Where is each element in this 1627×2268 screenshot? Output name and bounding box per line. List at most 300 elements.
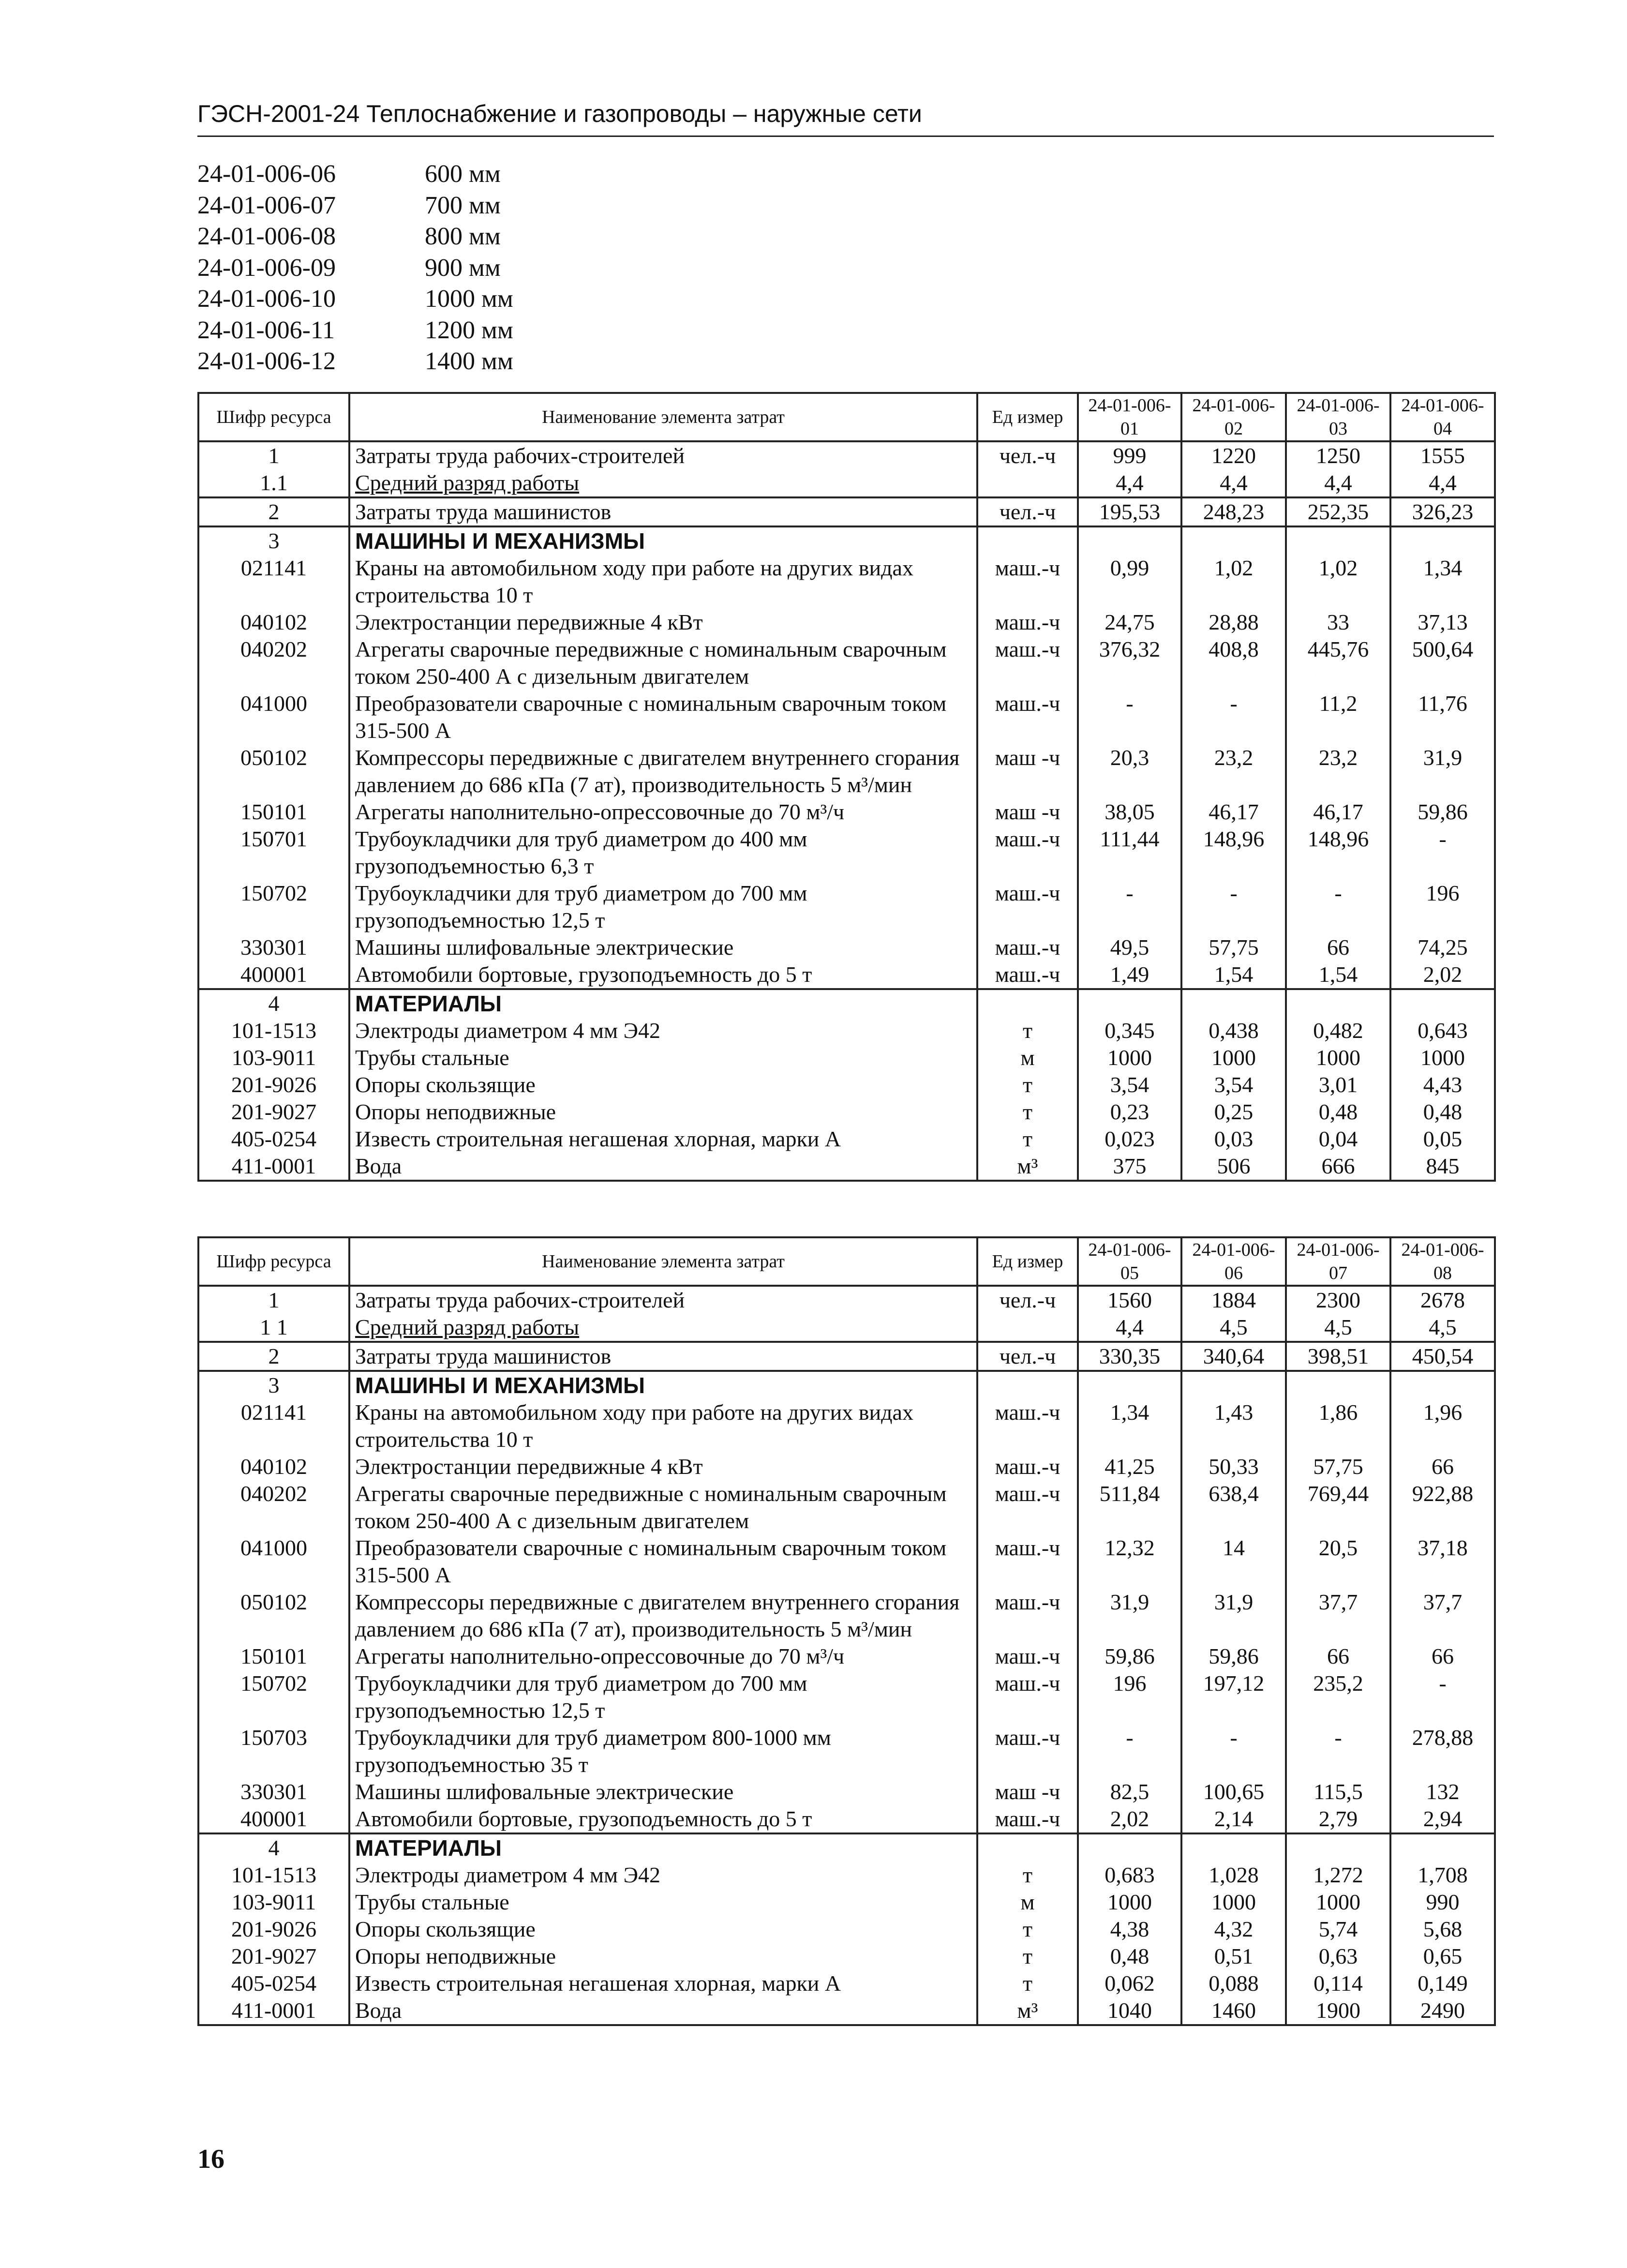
resource-name: Преобразователи сварочные с номинальным сварочным током 315-500 А: [349, 690, 977, 744]
table-row: [198, 1399, 1495, 1453]
resource-unit: т: [977, 1098, 1078, 1126]
resource-name: Компрессоры передвижные с двигателем внутреннего сгорания давлением до 686 кПа (7 ат), производительность 5 м³/мин: [349, 744, 977, 798]
resource-value: 1,86: [1286, 1399, 1390, 1453]
resource-unit: м³: [977, 1153, 1078, 1181]
resource-value: 2678: [1390, 1286, 1495, 1314]
col-header-norm: 24-01-006-05: [1078, 1237, 1181, 1286]
resource-value: [1390, 1833, 1495, 1862]
resource-value: 23,2: [1286, 744, 1390, 798]
size: 1000 мм: [425, 285, 513, 313]
resource-code: 040102: [198, 1453, 349, 1480]
resource-code: 150101: [198, 1643, 349, 1670]
resource-value: 3,01: [1286, 1071, 1390, 1098]
resource-value: -: [1078, 880, 1181, 934]
resource-value: 0,04: [1286, 1126, 1390, 1153]
resource-value: 2,02: [1078, 1805, 1181, 1833]
resource-value: 57,75: [1181, 934, 1286, 961]
table-row: [198, 555, 1495, 609]
resource-name: Опоры неподвижные: [349, 1943, 977, 1970]
resource-value: 66: [1390, 1453, 1495, 1480]
resource-value: 5,74: [1286, 1916, 1390, 1943]
resource-value: 0,23: [1078, 1098, 1181, 1126]
resource-value: 66: [1286, 934, 1390, 961]
resource-unit: маш.-ч: [977, 609, 1078, 636]
resource-unit: маш.-ч: [977, 1534, 1078, 1589]
resource-value: 0,062: [1078, 1970, 1181, 1997]
resource-name: Опоры скользящие: [349, 1071, 977, 1098]
resource-value: 1,34: [1078, 1399, 1181, 1453]
resource-name: Вода: [349, 1997, 977, 2025]
resource-value: -: [1181, 690, 1286, 744]
resource-value: 59,86: [1390, 798, 1495, 826]
resource-code: 4: [198, 1833, 349, 1862]
table-row: [198, 1071, 1495, 1098]
resource-unit: маш.-ч: [977, 934, 1078, 961]
resource-value: [1181, 1833, 1286, 1862]
resource-value: 1,028: [1181, 1862, 1286, 1889]
page-number: 16: [197, 2144, 224, 2174]
resource-unit: маш.-ч: [977, 1399, 1078, 1453]
resource-value: 4,4: [1078, 1314, 1181, 1342]
resource-value: 1,54: [1286, 961, 1390, 989]
resource-value: 2,14: [1181, 1805, 1286, 1833]
resource-unit: т: [977, 1017, 1078, 1044]
resource-name: Известь строительная негашеная хлорная, марки А: [349, 1970, 977, 1997]
resource-value: 1,708: [1390, 1862, 1495, 1889]
resource-value: [1390, 989, 1495, 1017]
table-row: [198, 826, 1495, 880]
col-header-norm: 24-01-006-01: [1078, 393, 1181, 441]
resource-value: 12,32: [1078, 1534, 1181, 1589]
code: 24-01-006-11: [197, 316, 335, 344]
resource-value: [1078, 989, 1181, 1017]
table-row: [198, 934, 1495, 961]
resource-value: 235,2: [1286, 1670, 1390, 1724]
col-header-norm: 24-01-006-04: [1390, 393, 1495, 441]
resource-name: Компрессоры передвижные с двигателем внутреннего сгорания давлением до 686 кПа (7 ат), производительность 5 м³/мин: [349, 1589, 977, 1643]
resource-code: 050102: [198, 1589, 349, 1643]
resource-name: Затраты труда рабочих-строителей: [349, 1286, 977, 1314]
resource-value: 1,34: [1390, 555, 1495, 609]
resource-code: 101-1513: [198, 1862, 349, 1889]
resource-value: 4,4: [1181, 469, 1286, 497]
resource-value: 278,88: [1390, 1724, 1495, 1778]
resource-code: 1: [198, 441, 349, 469]
resource-unit: маш -ч: [977, 1778, 1078, 1805]
resource-name: Агрегаты наполнительно-опрессовочные до 70 м³/ч: [349, 798, 977, 826]
resource-unit: маш.-ч: [977, 826, 1078, 880]
resource-value: 28,88: [1181, 609, 1286, 636]
resource-value: -: [1181, 880, 1286, 934]
resource-value: 37,13: [1390, 609, 1495, 636]
resource-value: 50,33: [1181, 1453, 1286, 1480]
col-header-code: Шифр ресурса: [198, 1237, 349, 1286]
resource-value: 845: [1390, 1153, 1495, 1181]
resource-code: 330301: [198, 1778, 349, 1805]
resource-code: 101-1513: [198, 1017, 349, 1044]
table-header-row: [198, 393, 1495, 441]
resource-value: 0,149: [1390, 1970, 1495, 1997]
table-row: [198, 636, 1495, 690]
resource-unit: маш -ч: [977, 744, 1078, 798]
resource-value: 326,23: [1390, 497, 1495, 526]
table-header-row: [198, 1237, 1495, 1286]
table-row: [198, 989, 1495, 1017]
resource-name: Вода: [349, 1153, 977, 1181]
resource-value: -: [1078, 1724, 1181, 1778]
table-row: [198, 1044, 1495, 1071]
resource-code: 201-9027: [198, 1098, 349, 1126]
resource-unit: [977, 1833, 1078, 1862]
resource-value: 1,49: [1078, 961, 1181, 989]
resource-value: 196: [1078, 1670, 1181, 1724]
resource-code: 201-9027: [198, 1943, 349, 1970]
resource-value: [1390, 1371, 1495, 1399]
resource-value: -: [1390, 826, 1495, 880]
resource-name: Электроды диаметром 4 мм Э42: [349, 1017, 977, 1044]
col-header-code: Шифр ресурса: [198, 393, 349, 441]
resource-value: 23,2: [1181, 744, 1286, 798]
table-row: [198, 961, 1495, 989]
table-row: [198, 1643, 1495, 1670]
resource-value: [1181, 989, 1286, 1017]
resource-unit: [977, 469, 1078, 497]
resource-name: Трубы стальные: [349, 1044, 977, 1071]
code-list-item: [197, 253, 513, 284]
resource-value: -: [1286, 880, 1390, 934]
code-list-item: [197, 190, 513, 222]
resource-value: 1884: [1181, 1286, 1286, 1314]
resource-name: Краны на автомобильном ходу при работе на других видах строительства 10 т: [349, 555, 977, 609]
resource-value: 0,643: [1390, 1017, 1495, 1044]
resource-value: 4,5: [1181, 1314, 1286, 1342]
resource-value: 1555: [1390, 441, 1495, 469]
resource-value: -: [1390, 1670, 1495, 1724]
code: 24-01-006-08: [197, 223, 336, 250]
resource-value: 37,18: [1390, 1534, 1495, 1589]
resource-value: 59,86: [1181, 1643, 1286, 1670]
resource-code: 040202: [198, 1480, 349, 1534]
resource-value: 1,02: [1286, 555, 1390, 609]
resource-table-2: [197, 1236, 1496, 2026]
resource-name: МАШИНЫ И МЕХАНИЗМЫ: [349, 526, 977, 555]
resource-name: Трубоукладчики для труб диаметром до 700 мм грузоподъемностью 12,5 т: [349, 1670, 977, 1724]
resource-value: 1,272: [1286, 1862, 1390, 1889]
resource-value: 511,84: [1078, 1480, 1181, 1534]
resource-value: 999: [1078, 441, 1181, 469]
resource-code: 2: [198, 1342, 349, 1371]
table-row: [198, 1778, 1495, 1805]
resource-value: 196: [1390, 880, 1495, 934]
resource-value: 195,53: [1078, 497, 1181, 526]
size: 600 мм: [425, 160, 501, 188]
resource-value: 46,17: [1181, 798, 1286, 826]
resource-name: Известь строительная негашеная хлорная, марки А: [349, 1126, 977, 1153]
resource-value: [1078, 526, 1181, 555]
resource-value: 5,68: [1390, 1916, 1495, 1943]
resource-value: -: [1181, 1724, 1286, 1778]
resource-value: [1078, 1371, 1181, 1399]
resource-value: [1286, 1833, 1390, 1862]
resource-value: 46,17: [1286, 798, 1390, 826]
table-row: [198, 1916, 1495, 1943]
resource-name: Краны на автомобильном ходу при работе на других видах строительства 10 т: [349, 1399, 977, 1453]
resource-value: 0,683: [1078, 1862, 1181, 1889]
code: 24-01-006-10: [197, 285, 336, 313]
resource-unit: чел.-ч: [977, 1342, 1078, 1371]
resource-code: 040102: [198, 609, 349, 636]
resource-unit: т: [977, 1943, 1078, 1970]
resource-value: 24,75: [1078, 609, 1181, 636]
resource-code: 201-9026: [198, 1916, 349, 1943]
table-row: [198, 1805, 1495, 1833]
table-row: [198, 1534, 1495, 1589]
resource-value: [1078, 1833, 1181, 1862]
resource-code: 150702: [198, 1670, 349, 1724]
size: 1200 мм: [425, 316, 513, 344]
resource-value: 1040: [1078, 1997, 1181, 2025]
resource-value: 4,4: [1078, 469, 1181, 497]
resource-name: Затраты труда рабочих-строителей: [349, 441, 977, 469]
resource-code: 4: [198, 989, 349, 1017]
resource-value: 340,64: [1181, 1342, 1286, 1371]
table-row: [198, 1017, 1495, 1044]
table-row: [198, 1480, 1495, 1534]
table-row: [198, 1970, 1495, 1997]
table-row: [198, 1314, 1495, 1342]
resource-code: 103-9011: [198, 1044, 349, 1071]
resource-value: 922,88: [1390, 1480, 1495, 1534]
table-row: [198, 441, 1495, 469]
resource-value: 59,86: [1078, 1643, 1181, 1670]
resource-value: 31,9: [1181, 1589, 1286, 1643]
code-list-item: [197, 159, 513, 190]
resource-unit: маш.-ч: [977, 555, 1078, 609]
resource-value: 37,7: [1286, 1589, 1390, 1643]
resource-code: 021141: [198, 1399, 349, 1453]
resource-value: 0,03: [1181, 1126, 1286, 1153]
resource-value: 1,02: [1181, 555, 1286, 609]
table-row: [198, 1098, 1495, 1126]
table-row: [198, 1670, 1495, 1724]
col-header-norm: 24-01-006-06: [1181, 1237, 1286, 1286]
resource-value: 1250: [1286, 441, 1390, 469]
resource-unit: м: [977, 1889, 1078, 1916]
resource-unit: [977, 1371, 1078, 1399]
table-row: [198, 609, 1495, 636]
page-header-title: ГЭСН-2001-24 Теплоснабжение и газопроводы – наружные сети: [197, 100, 922, 127]
table-row: [198, 1889, 1495, 1916]
resource-value: 11,76: [1390, 690, 1495, 744]
resource-unit: чел.-ч: [977, 1286, 1078, 1314]
resource-value: 2,94: [1390, 1805, 1495, 1833]
resource-code: 021141: [198, 555, 349, 609]
resource-code: 150702: [198, 880, 349, 934]
resource-value: 20,5: [1286, 1534, 1390, 1589]
col-header-name: Наименование элемента затрат: [349, 393, 977, 441]
code: 24-01-006-12: [197, 347, 336, 375]
table-row: [198, 690, 1495, 744]
resource-value: 0,99: [1078, 555, 1181, 609]
resource-value: 38,05: [1078, 798, 1181, 826]
resource-name: Затраты труда машинистов: [349, 1342, 977, 1371]
resource-unit: маш.-ч: [977, 1480, 1078, 1534]
size: 800 мм: [425, 223, 501, 250]
resource-value: -: [1286, 1724, 1390, 1778]
resource-unit: т: [977, 1916, 1078, 1943]
table-row: [198, 1371, 1495, 1399]
table-row: [198, 1943, 1495, 1970]
resource-code: 400001: [198, 961, 349, 989]
resource-name: Агрегаты сварочные передвижные с номинальным сварочным током 250-400 А с дизельным двигателем: [349, 636, 977, 690]
resource-code: 3: [198, 526, 349, 555]
resource-code: 040202: [198, 636, 349, 690]
resource-name: МАТЕРИАЛЫ: [349, 989, 977, 1017]
resource-value: 0,482: [1286, 1017, 1390, 1044]
resource-name: Трубоукладчики для труб диаметром до 700 мм грузоподъемностью 12,5 т: [349, 880, 977, 934]
resource-value: 132: [1390, 1778, 1495, 1805]
resource-code: 411-0001: [198, 1153, 349, 1181]
resource-name: Затраты труда машинистов: [349, 497, 977, 526]
size: 900 мм: [425, 254, 501, 282]
resource-value: 1000: [1181, 1044, 1286, 1071]
col-header-unit: Ед измер: [977, 393, 1078, 441]
resource-value: [1286, 1371, 1390, 1399]
resource-value: 1000: [1181, 1889, 1286, 1916]
table-row: [198, 1997, 1495, 2025]
code-list-item: [197, 315, 513, 346]
resource-value: 0,345: [1078, 1017, 1181, 1044]
col-header-unit: Ед измер: [977, 1237, 1078, 1286]
resource-value: 638,4: [1181, 1480, 1286, 1534]
resource-unit: [977, 989, 1078, 1017]
resource-name: Агрегаты наполнительно-опрессовочные до 70 м³/ч: [349, 1643, 977, 1670]
resource-value: 33: [1286, 609, 1390, 636]
resource-unit: чел.-ч: [977, 497, 1078, 526]
resource-name: Средний разряд работы: [349, 469, 977, 497]
resource-value: 4,32: [1181, 1916, 1286, 1943]
resource-value: 445,76: [1286, 636, 1390, 690]
col-header-norm: 24-01-006-02: [1181, 393, 1286, 441]
resource-value: 2,02: [1390, 961, 1495, 989]
resource-value: 1460: [1181, 1997, 1286, 2025]
resource-name: МАШИНЫ И МЕХАНИЗМЫ: [349, 1371, 977, 1399]
resource-code: 150701: [198, 826, 349, 880]
resource-value: 1000: [1078, 1044, 1181, 1071]
resource-value: -: [1078, 690, 1181, 744]
resource-value: [1181, 526, 1286, 555]
resource-value: 1,96: [1390, 1399, 1495, 1453]
code-list-item: [197, 346, 513, 377]
resource-unit: маш.-ч: [977, 1589, 1078, 1643]
resource-value: 2,79: [1286, 1805, 1390, 1833]
resource-name: Машины шлифовальные электрические: [349, 934, 977, 961]
code-list-item: [197, 221, 513, 253]
header-rule: [197, 135, 1494, 137]
table-row: [198, 744, 1495, 798]
resource-name: Машины шлифовальные электрические: [349, 1778, 977, 1805]
resource-name: Средний разряд работы: [349, 1314, 977, 1342]
resource-code: 330301: [198, 934, 349, 961]
resource-value: 1000: [1390, 1044, 1495, 1071]
resource-code: 050102: [198, 744, 349, 798]
resource-unit: [977, 526, 1078, 555]
resource-name: Электростанции передвижные 4 кВт: [349, 609, 977, 636]
table-row: [198, 880, 1495, 934]
resource-value: 74,25: [1390, 934, 1495, 961]
table-row: [198, 1342, 1495, 1371]
table-row: [198, 798, 1495, 826]
resource-value: 450,54: [1390, 1342, 1495, 1371]
resource-code: 405-0254: [198, 1126, 349, 1153]
resource-unit: маш.-ч: [977, 1453, 1078, 1480]
resource-code: 103-9011: [198, 1889, 349, 1916]
resource-value: 376,32: [1078, 636, 1181, 690]
resource-value: [1390, 526, 1495, 555]
resource-value: 0,088: [1181, 1970, 1286, 1997]
resource-value: 1900: [1286, 1997, 1390, 2025]
table-row: [198, 469, 1495, 497]
resource-value: 398,51: [1286, 1342, 1390, 1371]
resource-value: 248,23: [1181, 497, 1286, 526]
table-row: [198, 497, 1495, 526]
table-row: [198, 1833, 1495, 1862]
resource-value: 1,54: [1181, 961, 1286, 989]
resource-code: 2: [198, 497, 349, 526]
resource-unit: [977, 1314, 1078, 1342]
resource-value: 14: [1181, 1534, 1286, 1589]
resource-value: 1,43: [1181, 1399, 1286, 1453]
resource-unit: т: [977, 1970, 1078, 1997]
col-header-norm: 24-01-006-03: [1286, 393, 1390, 441]
size: 700 мм: [425, 191, 501, 219]
resource-value: 4,4: [1390, 469, 1495, 497]
resource-unit: маш.-ч: [977, 690, 1078, 744]
resource-unit: маш.-ч: [977, 636, 1078, 690]
resource-unit: т: [977, 1862, 1078, 1889]
resource-value: 100,65: [1181, 1778, 1286, 1805]
resource-value: 500,64: [1390, 636, 1495, 690]
resource-code: 405-0254: [198, 1970, 349, 1997]
resource-value: 330,35: [1078, 1342, 1181, 1371]
resource-value: 4,5: [1286, 1314, 1390, 1342]
resource-value: 1220: [1181, 441, 1286, 469]
resource-value: 111,44: [1078, 826, 1181, 880]
table-row: [198, 1724, 1495, 1778]
resource-code: 1.1: [198, 469, 349, 497]
resource-value: 0,63: [1286, 1943, 1390, 1970]
resource-name: Трубоукладчики для труб диаметром 800-1000 мм грузоподъемностью 35 т: [349, 1724, 977, 1778]
resource-unit: т: [977, 1071, 1078, 1098]
resource-unit: маш.-ч: [977, 961, 1078, 989]
resource-value: 31,9: [1390, 744, 1495, 798]
resource-name: МАТЕРИАЛЫ: [349, 1833, 977, 1862]
resource-value: 4,38: [1078, 1916, 1181, 1943]
table-row: [198, 1153, 1495, 1181]
resource-value: 148,96: [1286, 826, 1390, 880]
table-row: [198, 1453, 1495, 1480]
resource-value: 197,12: [1181, 1670, 1286, 1724]
table-row: [198, 526, 1495, 555]
resource-value: 0,51: [1181, 1943, 1286, 1970]
table-row: [198, 1126, 1495, 1153]
resource-unit: чел.-ч: [977, 441, 1078, 469]
resource-value: 148,96: [1181, 826, 1286, 880]
resource-value: 31,9: [1078, 1589, 1181, 1643]
resource-value: 666: [1286, 1153, 1390, 1181]
resource-value: 2300: [1286, 1286, 1390, 1314]
resource-value: 66: [1286, 1643, 1390, 1670]
